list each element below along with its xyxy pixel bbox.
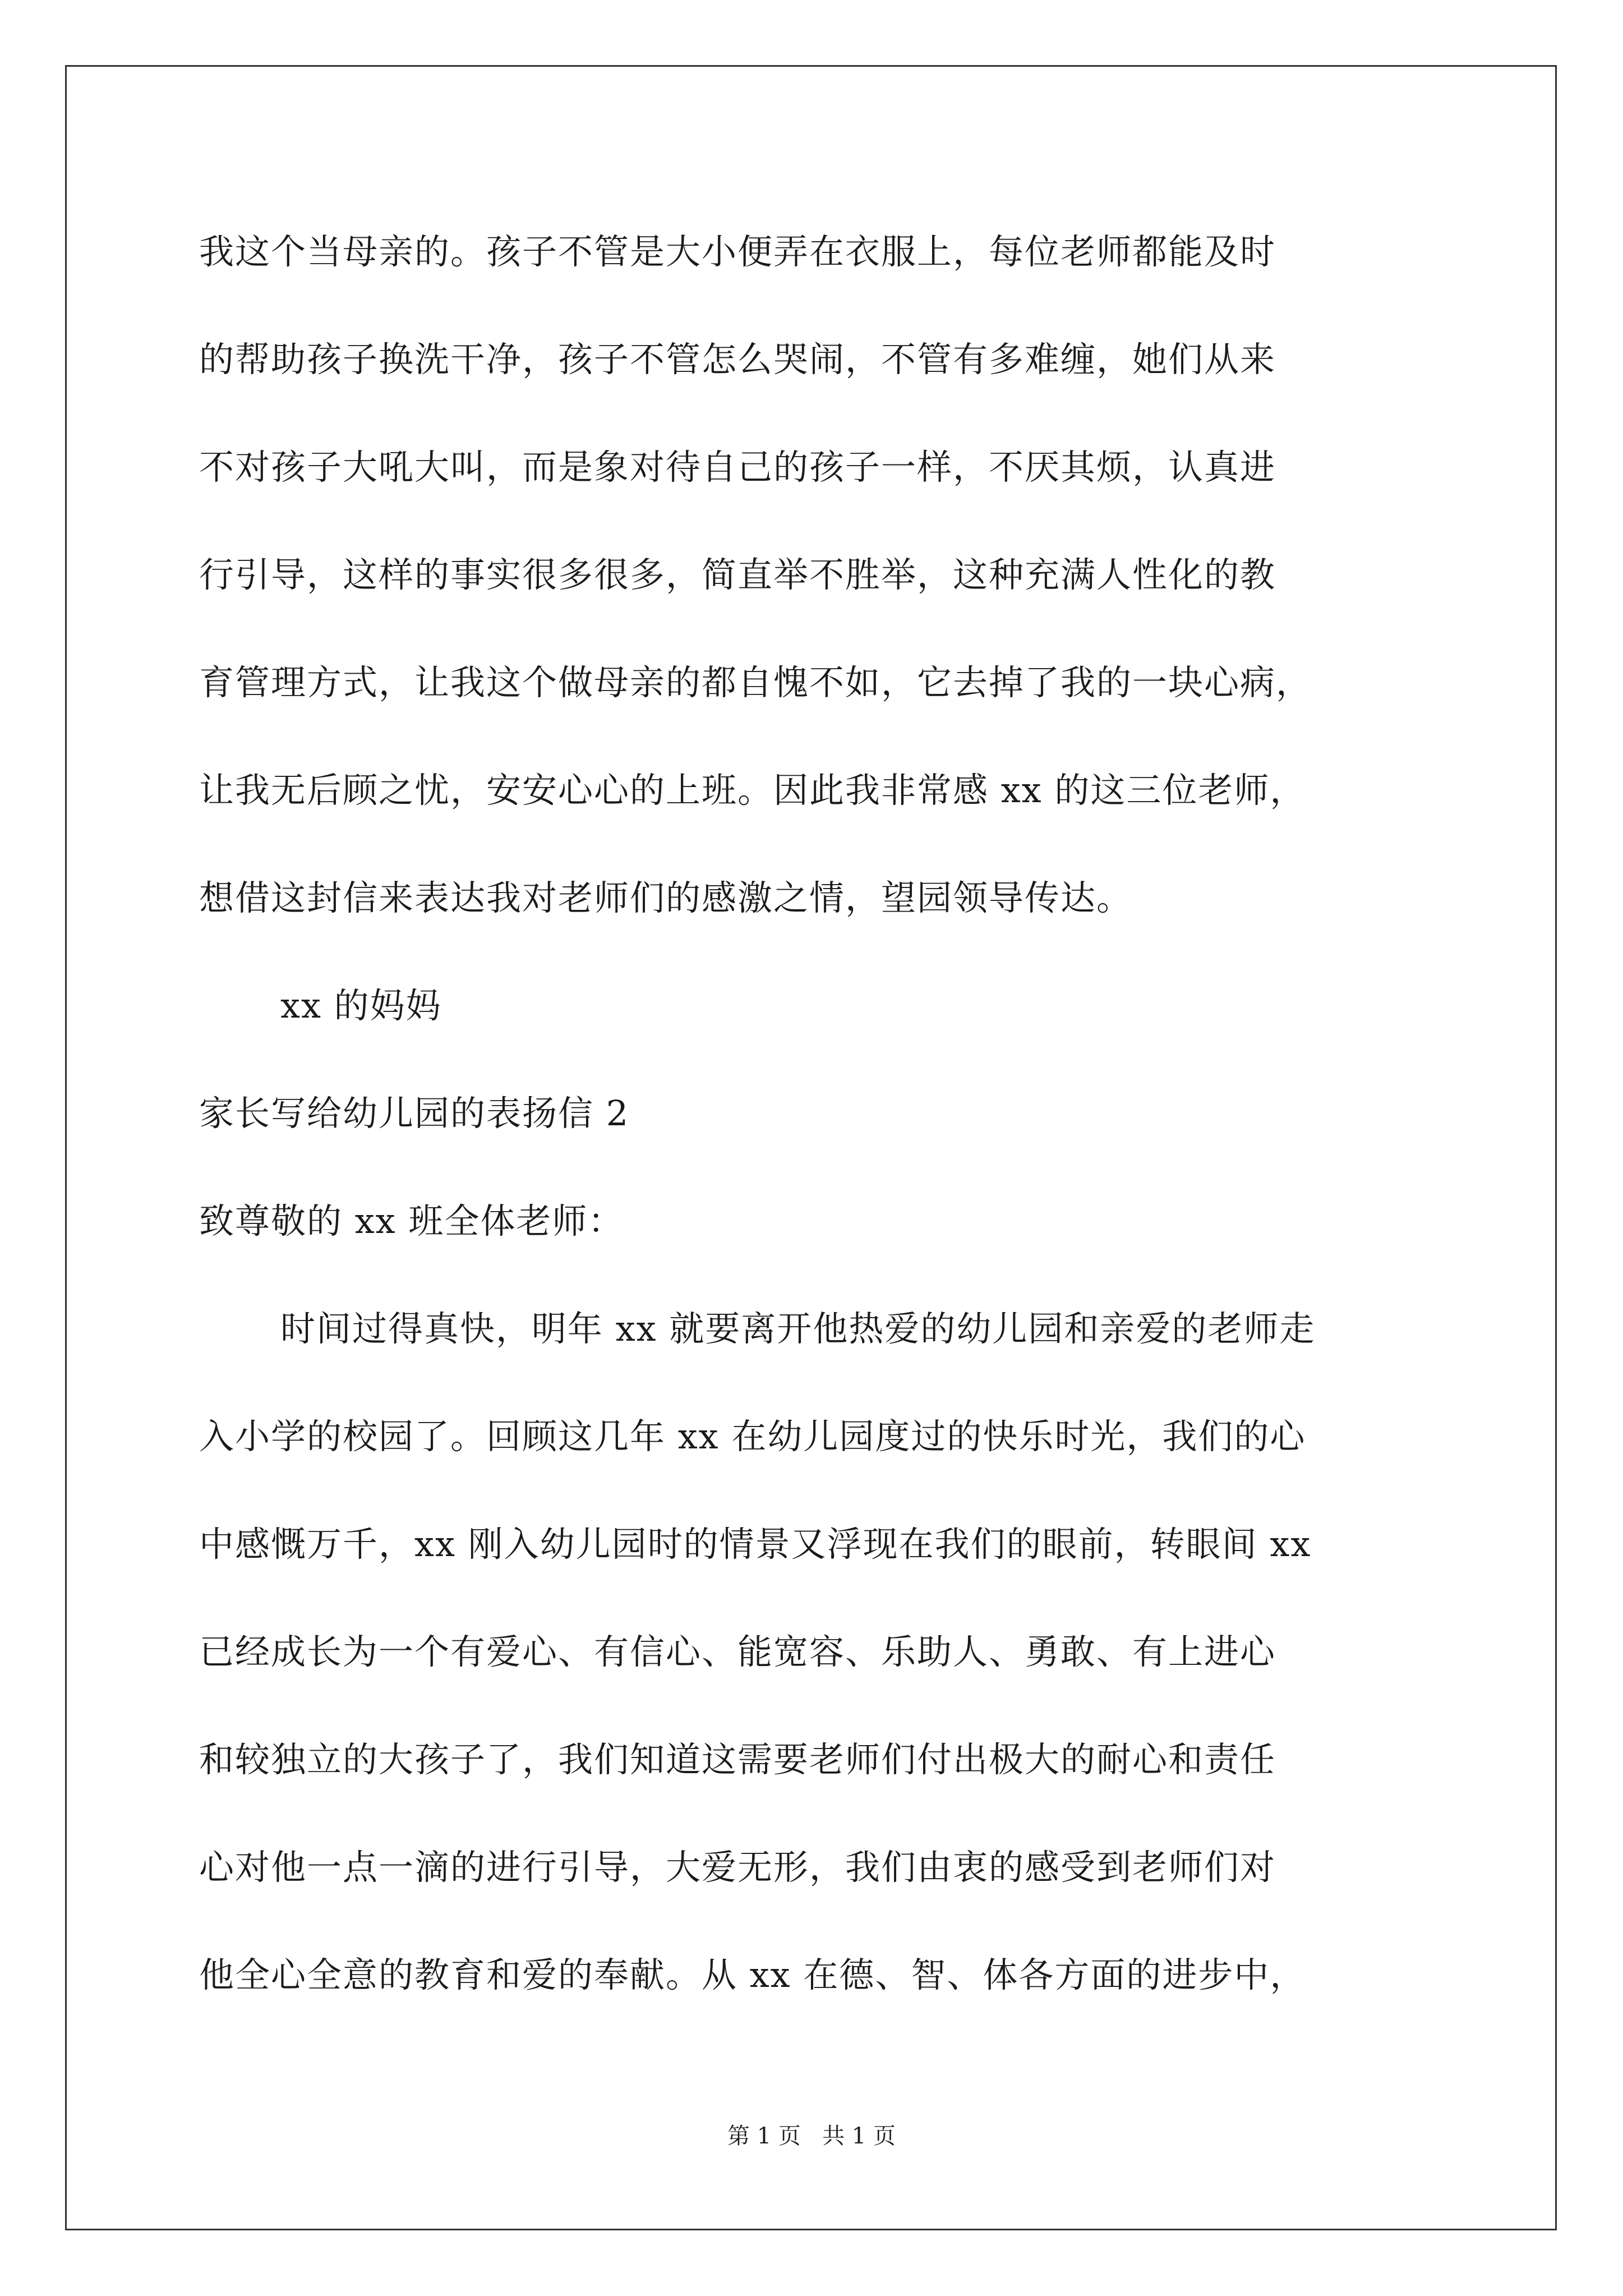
text-line: 我这个当母亲的。孩子不管是大小便弄在衣服上，每位老师都能及时 xyxy=(199,231,1276,272)
text-line: 心对他一点一滴的进行引导，大爱无形，我们由衷的感受到老师们对 xyxy=(199,1847,1276,1888)
text-line: 时间过得真快，明年 xx 就要离开他热爱的幼儿园和亲爱的老师走 xyxy=(280,1308,1316,1349)
text-line: 已经成长为一个有爱心、有信心、能宽容、乐助人、勇敢、有上进心 xyxy=(199,1631,1276,1672)
text-line: 入小学的校园了。回顾这几年 xx 在幼儿园度过的快乐时光，我们的心 xyxy=(199,1416,1306,1457)
text-line: 育管理方式，让我这个做母亲的都自愧不如，它去掉了我的一块心病， xyxy=(199,662,1312,703)
text-line: 不对孩子大吼大叫，而是象对待自己的孩子一样，不厌其烦，认真进 xyxy=(199,447,1276,487)
text-line: 行引导，这样的事实很多很多，简直举不胜举，这种充满人性化的教 xyxy=(199,554,1276,595)
text-line: 想借这封信来表达我对老师们的感激之情，望园领导传达。 xyxy=(199,877,1133,918)
text-line: 的帮助孩子换洗干净，孩子不管怎么哭闹，不管有多难缠，她们从来 xyxy=(199,339,1276,380)
signature-line: xx 的妈妈 xyxy=(280,985,442,1026)
page-border xyxy=(65,65,1557,2230)
salutation: 致尊敬的 xx 班全体老师： xyxy=(199,1200,624,1241)
text-line: 中感慨万千，xx 刚入幼儿园时的情景又浮现在我们的眼前，转眼间 xx xyxy=(199,1524,1312,1565)
text-line: 让我无后顾之忧，安安心心的上班。因此我非常感 xx 的这三位老师， xyxy=(199,770,1306,811)
section-heading: 家长写给幼儿园的表扬信 2 xyxy=(199,1093,630,1134)
page-footer: 第 1 页 共 1 页 xyxy=(727,2123,896,2149)
text-line: 他全心全意的教育和爱的奉献。从 xx 在德、智、体各方面的进步中， xyxy=(199,1954,1306,1995)
text-line: 和较独立的大孩子了，我们知道这需要老师们付出极大的耐心和责任 xyxy=(199,1739,1276,1780)
